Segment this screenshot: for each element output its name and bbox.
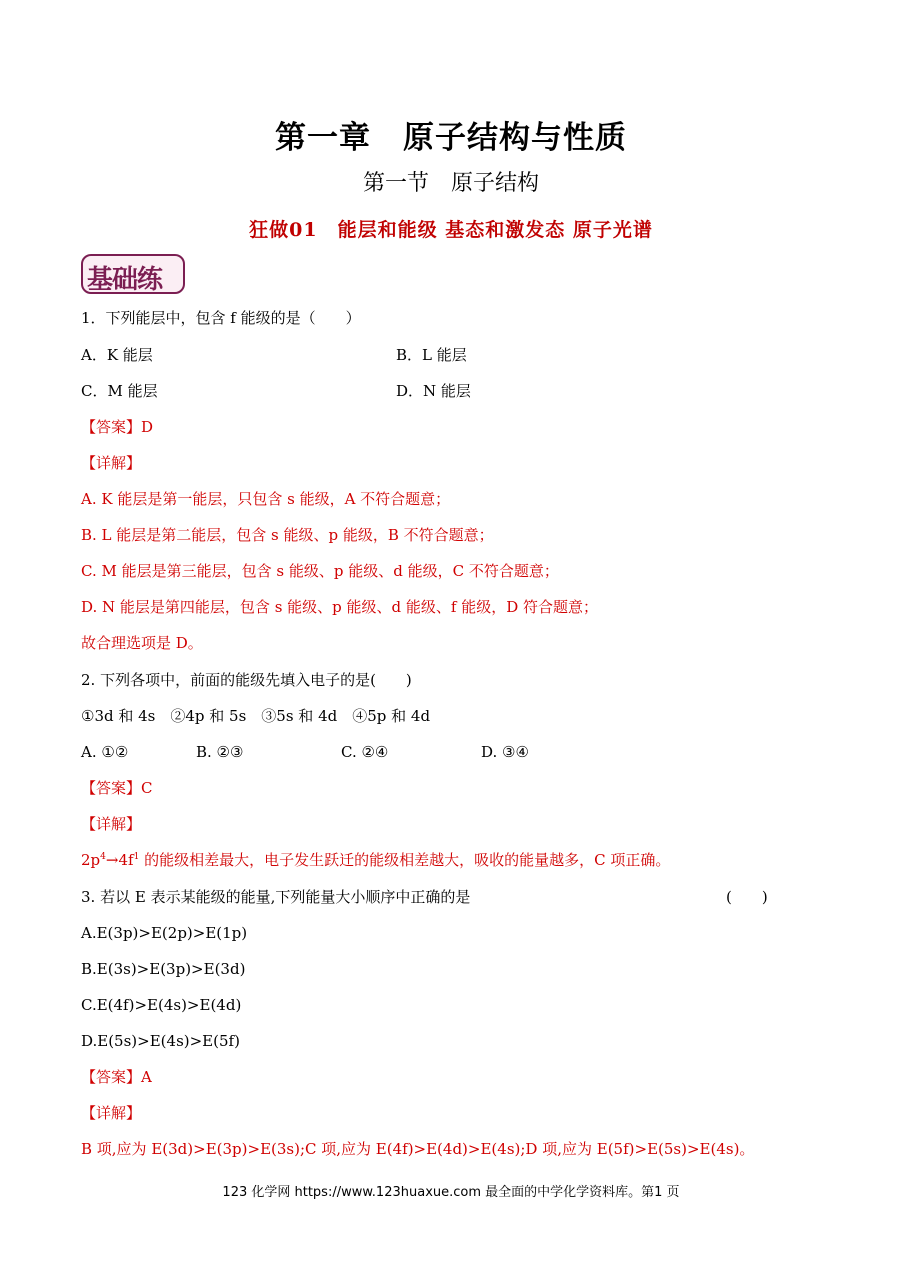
basic-practice-badge bbox=[81, 254, 185, 294]
q3-option-d: D.E(5s)>E(4s)>E(5f) bbox=[81, 1032, 240, 1050]
q3-stem: 3. 若以 E 表示某能级的能量,下列能量大小顺序中正确的是 bbox=[81, 888, 471, 906]
section-title: 第一节 原子结构 bbox=[362, 171, 539, 196]
q1-option-d: D．N 能层 bbox=[396, 382, 471, 400]
q1-option-c: C．M 能层 bbox=[81, 382, 158, 400]
answer-value: A bbox=[141, 1068, 152, 1086]
answer-tag: 【答案】 bbox=[81, 418, 142, 436]
q2-option-b: B. ②③ bbox=[196, 743, 244, 761]
answer-tag: 【答案】 bbox=[81, 1068, 142, 1086]
explain-part: 的能级相差最大，电子发生跃迁的能级相差越大，吸收的能量越多，C 项正确。 bbox=[139, 851, 671, 869]
q3-paren: ( ) bbox=[726, 888, 768, 906]
q1-explain-line: D. N 能层是第四能层，包含 s 能级、p 能级、d 能级、f 能级，D 符合题意； bbox=[81, 598, 599, 616]
q1-option-b: B．L 能层 bbox=[396, 346, 467, 364]
q2-explain-line bbox=[81, 850, 670, 870]
q1-explain-line: A. K 能层是第一能层，只包含 s 能级，A 不符合题意； bbox=[81, 490, 451, 508]
q3-explain-tag: 【详解】 bbox=[81, 1104, 142, 1122]
answer-value: D bbox=[141, 418, 154, 436]
page-footer: 123 化学网 https://www.123huaxue.com 最全面的中学化学资料库。第1 页 bbox=[222, 1185, 680, 1200]
answer-tag: 【答案】 bbox=[81, 779, 142, 797]
q2-stem: 2. 下列各项中，前面的能级先填入电子的是( ) bbox=[81, 671, 412, 689]
q2-option-a: A. ①② bbox=[81, 743, 129, 761]
q1-explain-line: B. L 能层是第二能层，包含 s 能级、p 能级，B 不符合题意； bbox=[81, 526, 494, 544]
q1-stem: 1．下列能层中，包含 f 能级的是（ ） bbox=[81, 309, 361, 327]
exercise-subtitle: 狂做01 能层和能级 基态和激发态 原子光谱 bbox=[249, 219, 653, 241]
q3-option-a: A.E(3p)>E(2p)>E(1p) bbox=[81, 924, 248, 942]
q1-option-a: A．K 能层 bbox=[81, 346, 153, 364]
q3-answer bbox=[81, 1067, 152, 1087]
q1-explain-line: C. M 能层是第三能层，包含 s 能级、p 能级、d 能级，C 不符合题意； bbox=[81, 562, 559, 580]
q2-option-d: D. ③④ bbox=[481, 743, 529, 761]
explain-part: →4f bbox=[105, 851, 134, 869]
chapter-title: 第一章 原子结构与性质 bbox=[275, 120, 627, 156]
answer-value: C bbox=[141, 779, 153, 797]
superscript: 4 bbox=[100, 852, 106, 862]
q1-explain-tag: 【详解】 bbox=[81, 454, 142, 472]
q3-option-c: C.E(4f)>E(4s)>E(4d) bbox=[81, 996, 242, 1014]
q2-option-c: C. ②④ bbox=[341, 743, 389, 761]
q3-option-b: B.E(3s)>E(3p)>E(3d) bbox=[81, 960, 246, 978]
explain-part: 2p bbox=[81, 851, 101, 869]
q2-explain-tag: 【详解】 bbox=[81, 815, 142, 833]
q2-answer bbox=[81, 778, 153, 798]
q2-items: ①3d 和 4s ②4p 和 5s ③5s 和 4d ④5p 和 4d bbox=[81, 707, 431, 725]
q3-explain-line: B 项,应为 E(3d)>E(3p)>E(3s);C 项,应为 E(4f)>E(4d)>E(4s);D 项,应为 E(5f)>E(5s)>E(4s)。 bbox=[81, 1140, 755, 1158]
q1-answer bbox=[81, 417, 153, 437]
superscript: 1 bbox=[133, 852, 140, 862]
q1-explain-line: 故合理选项是 D。 bbox=[81, 634, 203, 652]
badge-label: 基础练 bbox=[87, 265, 163, 295]
